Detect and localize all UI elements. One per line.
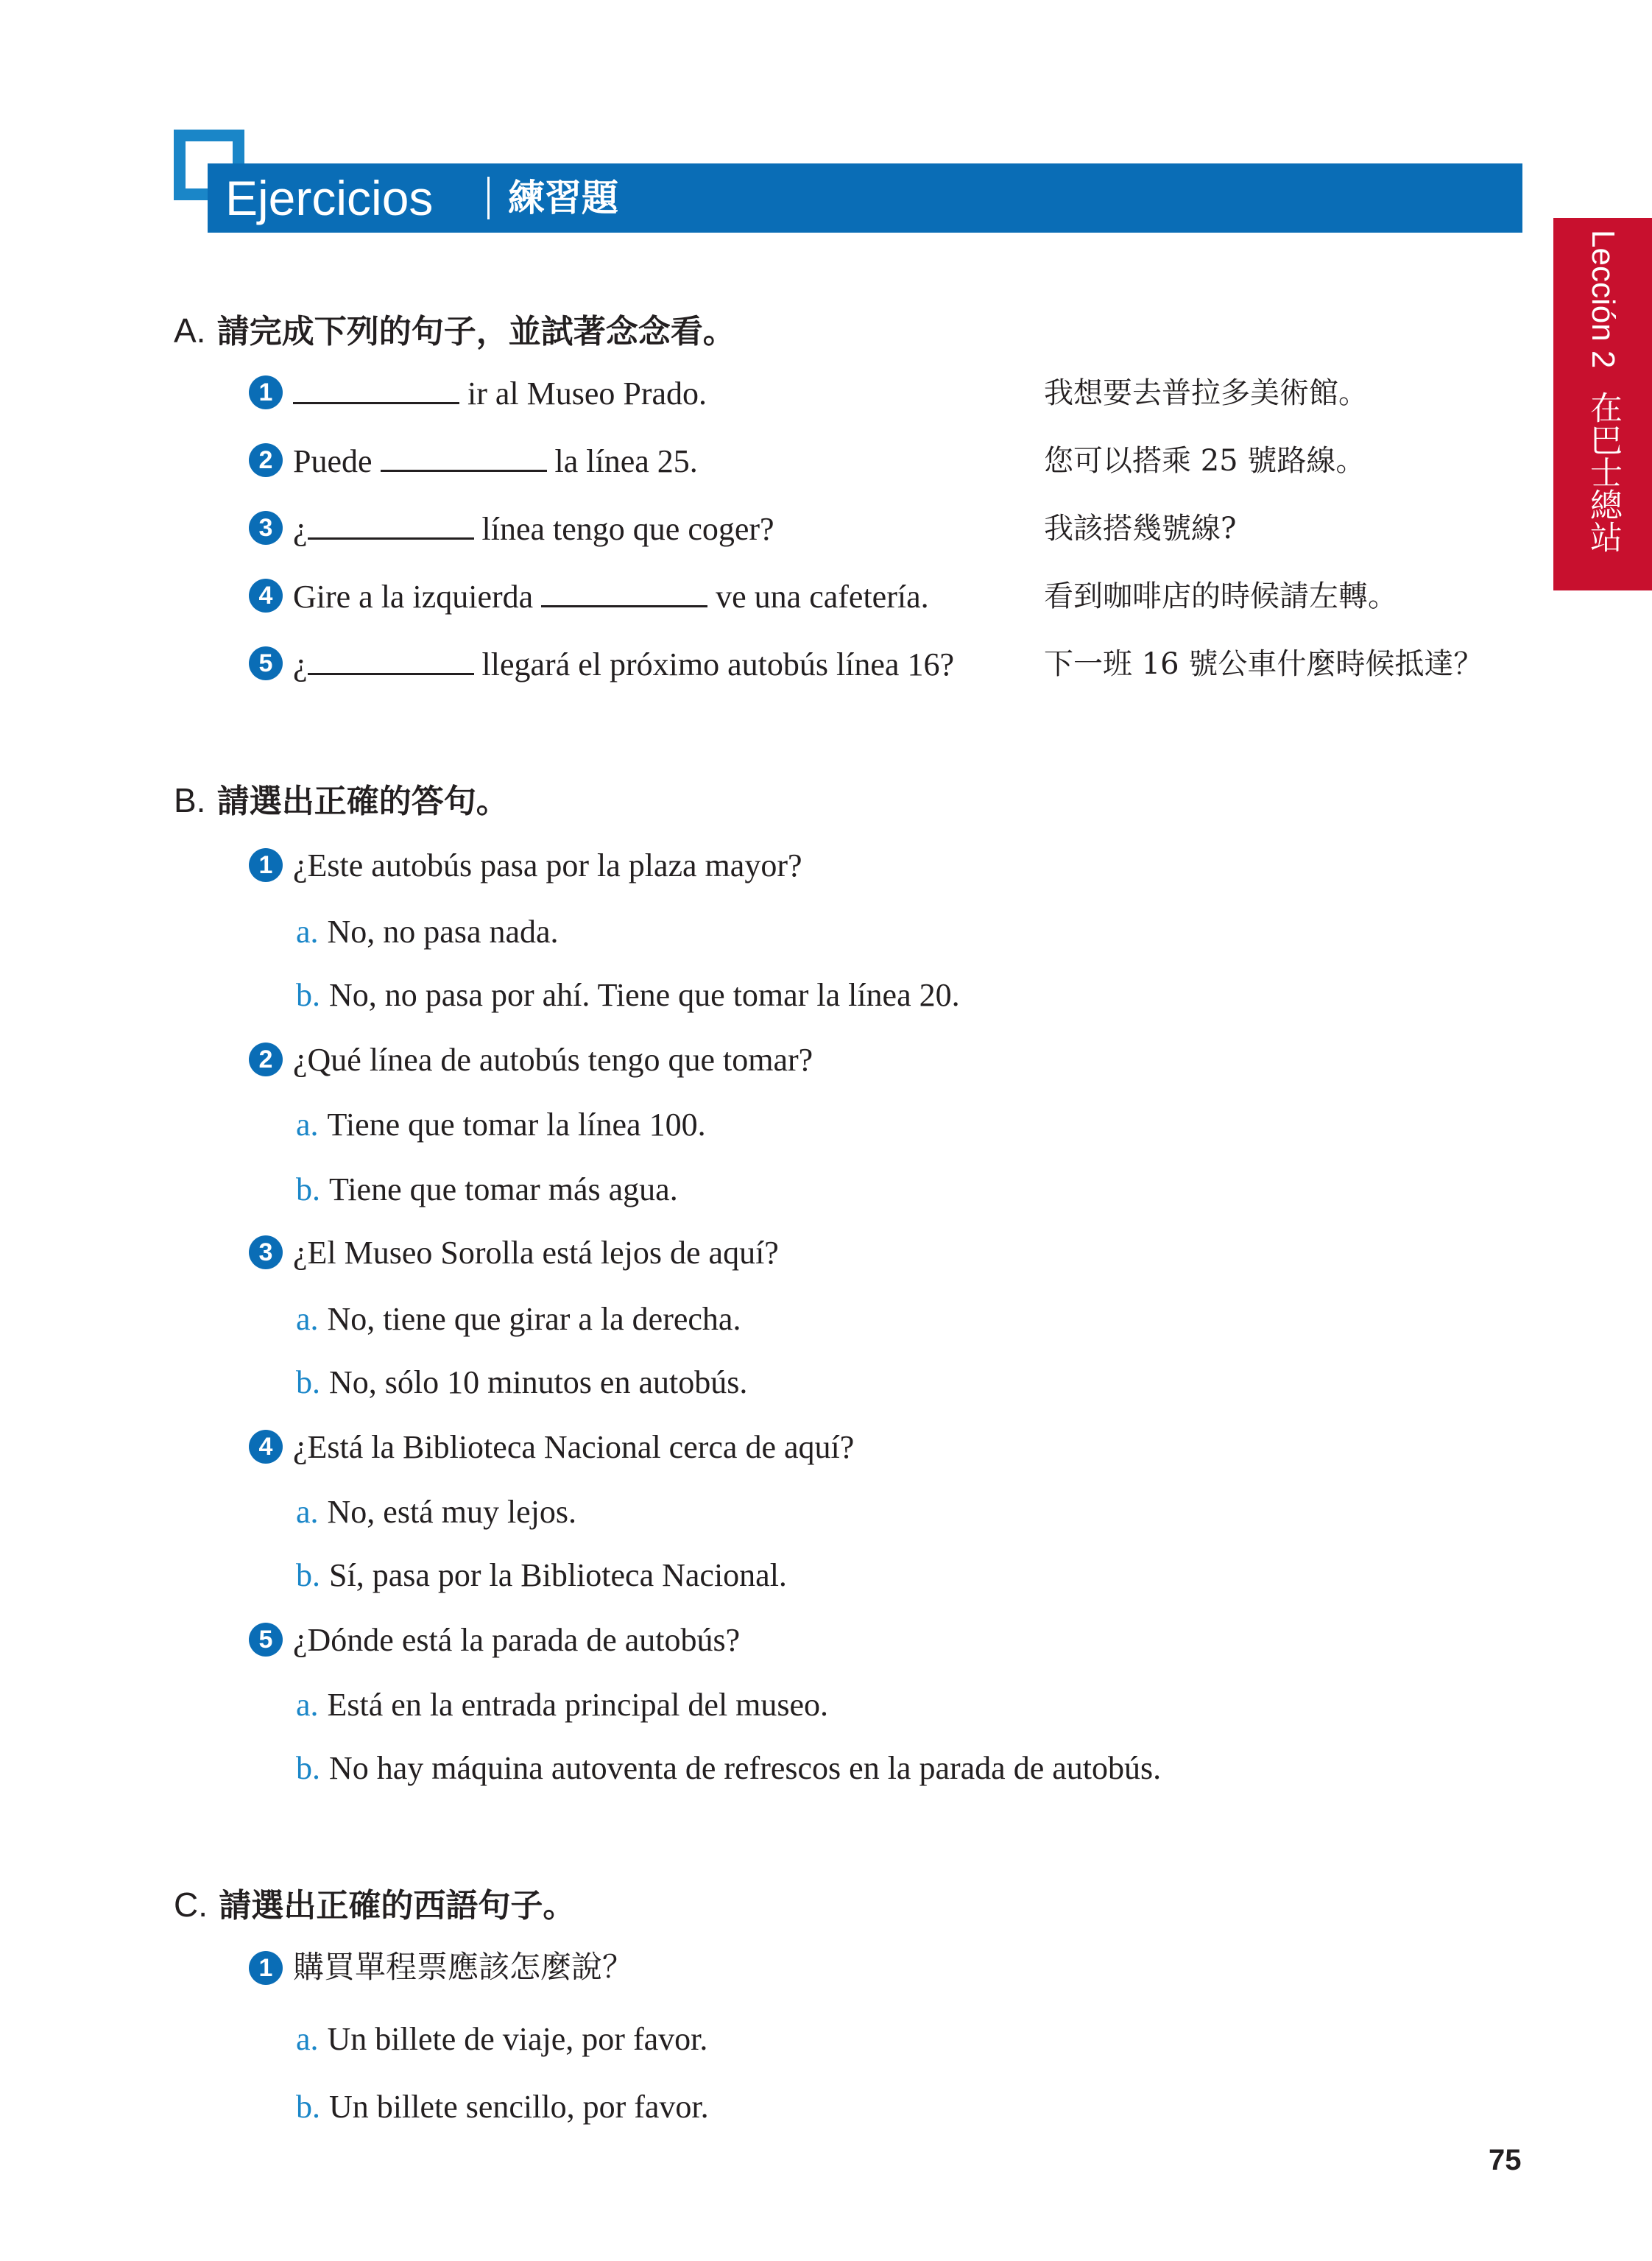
- section-a-heading: A. 請完成下列的句子，並試著念念看。: [174, 311, 735, 350]
- sentence-a2: Puede la línea 25.: [293, 440, 698, 482]
- page-title: Ejercicios: [225, 171, 434, 225]
- item-number-badge: 1: [249, 848, 283, 882]
- page-subtitle: 練習題: [508, 177, 618, 219]
- lesson-topic: 在巴士總站: [1584, 390, 1622, 553]
- option-c1-a: a. Un billete de viaje, por favor.: [296, 2021, 708, 2057]
- item-number-badge: 2: [249, 1043, 283, 1076]
- translation-a3: 我該搭幾號線?: [1044, 512, 1237, 546]
- section-b-heading: B. 請選出正確的答句。: [174, 781, 509, 820]
- option-b5-a: a. Está en la entrada principal del museo.: [296, 1687, 829, 1723]
- translation-a1: 我想要去普拉多美術館。: [1044, 376, 1368, 410]
- blank-field: [541, 576, 707, 607]
- section-c-heading: C. 請選出正確的西語句子。: [174, 1886, 576, 1925]
- translation-a2: 您可以搭乘 25 號路線。: [1044, 444, 1366, 478]
- lesson-label: Lección 2: [1585, 230, 1621, 369]
- blank-field: [293, 373, 459, 404]
- question-b2: ¿Qué línea de autobús tengo que tomar?: [293, 1042, 813, 1078]
- question-b4: ¿Está la Biblioteca Nacional cerca de aquí?: [293, 1429, 855, 1465]
- blank-field: [381, 440, 547, 472]
- sentence-a4: Gire a la izquierda ve una cafetería.: [293, 576, 929, 618]
- lesson-side-tab-text: [1561, 230, 1645, 583]
- item-number-badge: 1: [249, 1951, 283, 1985]
- blank-field: [308, 643, 474, 675]
- question-b5: ¿Dónde está la parada de autobús?: [293, 1622, 741, 1658]
- sentence-a1: ir al Museo Prado.: [293, 373, 707, 415]
- option-b3-b: b. No, sólo 10 minutos en autobús.: [296, 1364, 748, 1400]
- option-b2-a: a. Tiene que tomar la línea 100.: [296, 1107, 706, 1143]
- sentence-a5: ¿ llegará el próximo autobús línea 16?: [293, 643, 954, 685]
- blank-field: [308, 508, 474, 540]
- question-b3: ¿El Museo Sorolla está lejos de aquí?: [293, 1235, 779, 1271]
- option-b2-b: b. Tiene que tomar más agua.: [296, 1171, 678, 1207]
- item-number-badge: 4: [249, 1430, 283, 1464]
- translation-a5: 下一班 16 號公車什麼時候抵達？: [1044, 647, 1483, 681]
- option-b5-b: b. No hay máquina autoventa de refrescos en la parada de autobús.: [296, 1750, 1162, 1786]
- option-b1-a: a. No, no pasa nada.: [296, 914, 559, 950]
- item-number-badge: 5: [249, 1623, 283, 1657]
- question-c1: 購買單程票應該怎麼說？: [293, 1949, 634, 1985]
- item-number-badge: 5: [249, 646, 283, 680]
- option-b3-a: a. No, tiene que girar a la derecha.: [296, 1301, 741, 1337]
- header-separator: [487, 177, 490, 219]
- option-b1-b: b. No, no pasa por ahí. Tiene que tomar la línea 20.: [296, 977, 960, 1013]
- question-b1: ¿Este autobús pasa por la plaza mayor?: [293, 847, 802, 883]
- page-number: 75: [1489, 2144, 1522, 2176]
- option-b4-b: b. Sí, pasa por la Biblioteca Nacional.: [296, 1557, 787, 1593]
- option-b4-a: a. No, está muy lejos.: [296, 1494, 577, 1530]
- item-number-badge: 2: [249, 443, 283, 477]
- option-c1-b: b. Un billete sencillo, por favor.: [296, 2089, 709, 2125]
- sentence-a3: ¿ línea tengo que coger?: [293, 508, 774, 550]
- item-number-badge: 3: [249, 1235, 283, 1269]
- item-number-badge: 3: [249, 511, 283, 545]
- translation-a4: 看到咖啡店的時候請左轉。: [1044, 579, 1397, 613]
- item-number-badge: 1: [249, 375, 283, 409]
- item-number-badge: 4: [249, 579, 283, 613]
